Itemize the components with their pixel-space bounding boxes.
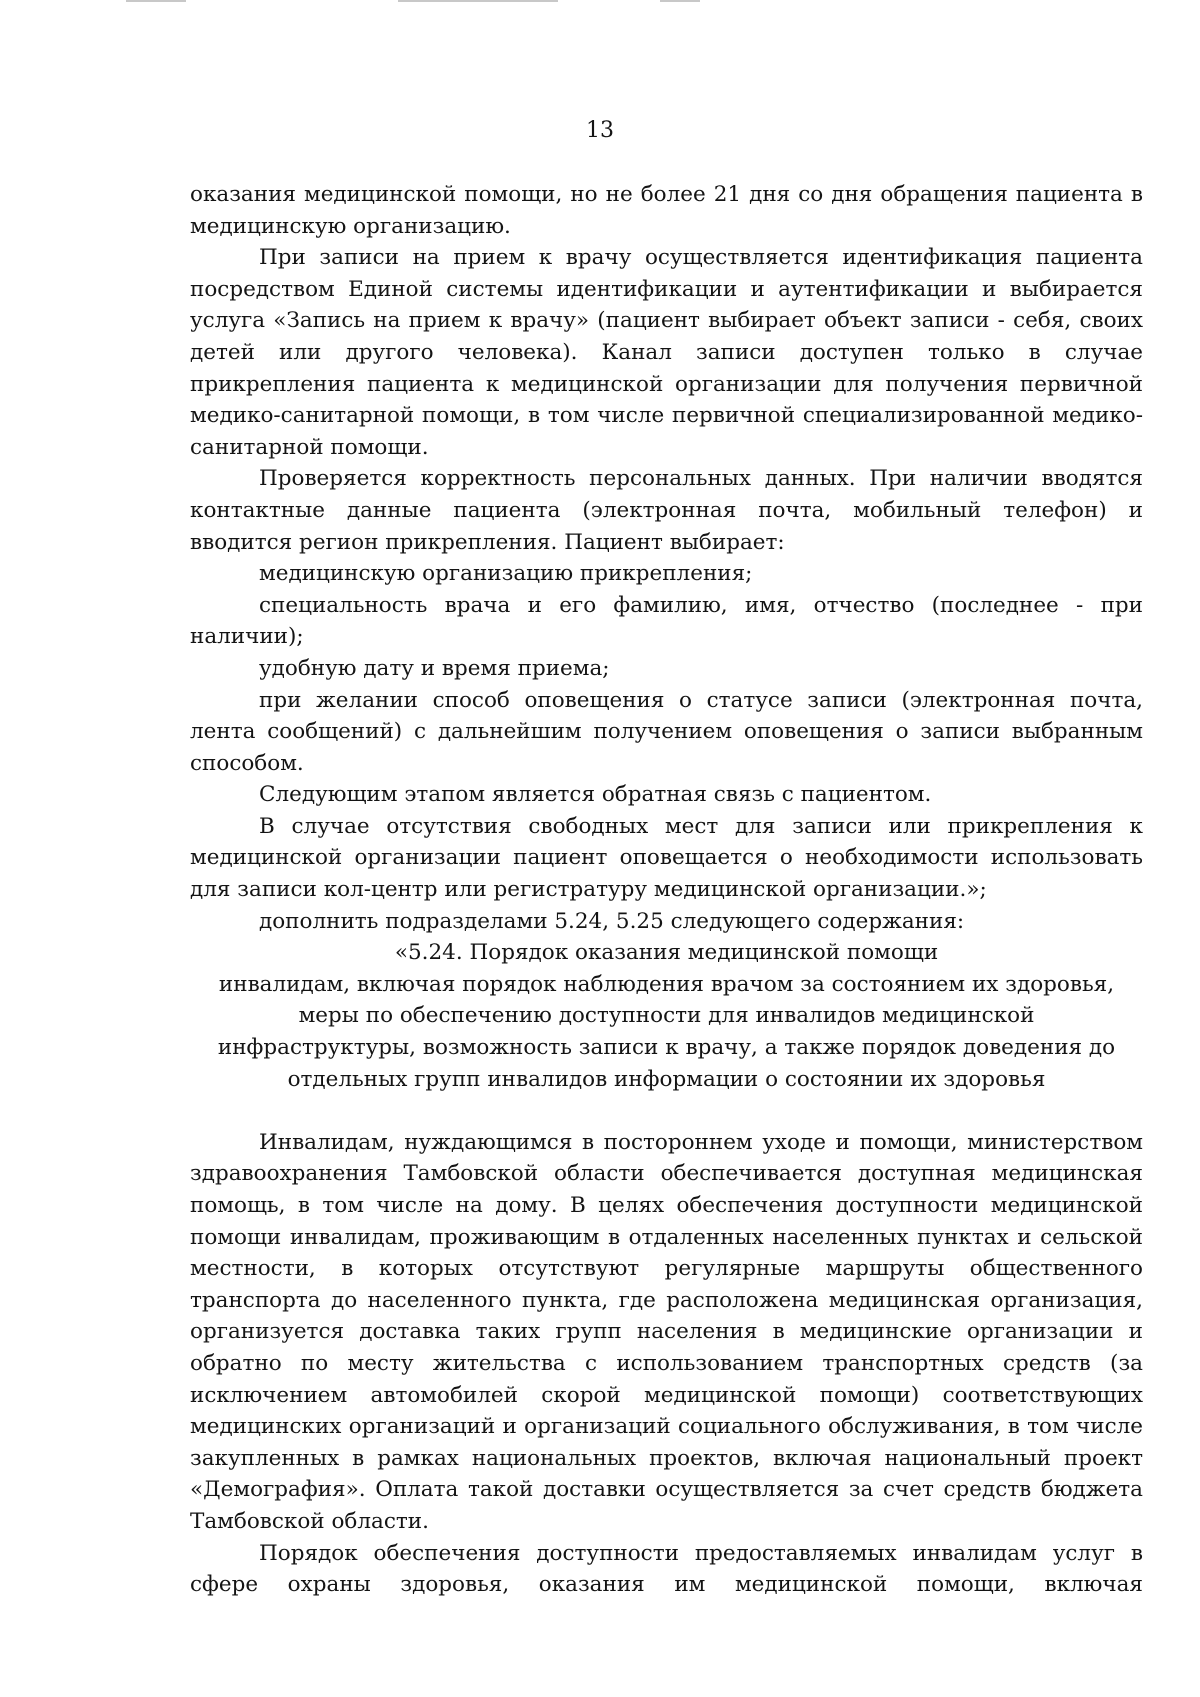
paragraph: В случае отсутствия свободных мест для записи или прикрепления к медицинской организации пациент оповещается о необходимости использовать для записи кол-центр или регистратуру медицинской организации.»; <box>190 813 1143 903</box>
blank-line <box>190 1095 1143 1127</box>
section-heading-line: меры по обеспечению доступности для инвалидов медицинской <box>298 1003 1035 1029</box>
section-heading-line: инфраструктуры, возможность записи к врачу, а также порядок доведения до <box>217 1035 1116 1061</box>
scan-edge-mark <box>398 0 558 2</box>
list-item: специальность врача и его фамилию, имя, отчество (последнее - при наличии); <box>190 592 1143 650</box>
paragraph: оказания медицинской помощи, но не более 21 дня со дня обращения пациента в медицинскую организацию. <box>190 182 1143 239</box>
paragraph: Порядок обеспечения доступности предоставляемых инвалидам услуг в сфере охраны здоровья, оказания им медицинской помощи, включая <box>190 1540 1143 1598</box>
section-heading-line: «5.24. Порядок оказания медицинской помощи <box>394 940 939 966</box>
list-item: при желании способ оповещения о статусе записи (электронная почта, лента сообщений) с дальнейшим получением оповещения о записи выбранным способом. <box>190 687 1143 776</box>
paragraph: дополнить подразделами 5.24, 5.25 следующего содержания: <box>259 908 965 934</box>
section-heading <box>190 937 1143 1095</box>
list-item: удобную дату и время приема; <box>259 655 610 681</box>
section-heading-line: отдельных групп инвалидов информации о состоянии их здоровья <box>287 1066 1046 1092</box>
list-item: медицинскую организацию прикрепления; <box>259 561 753 587</box>
document-body <box>190 179 1143 1601</box>
paragraph: При записи на прием к врачу осуществляется идентификация пациента посредством Единой системы идентификации и аутентификации и выбирается услуга «Запись на прием к врачу» (пациент выбирает объект записи - себя, своих детей или другого человека). Канал записи доступен только в случае прикрепления пациента к медицинской организации для получения первичной медико-санитарной помощи, в том числе первичной специализированной медико-санитарной помощи. <box>190 245 1143 460</box>
paragraph: Инвалидам, нуждающимся в постороннем уходе и помощи, министерством здравоохранения Тамбовской области обеспечивается доступная медицинская помощь, в том числе на дому. В целях обеспечения доступности медицинской помощи инвалидам, проживающим в отдаленных населенных пунктах и сельской местности, в которых отсутствуют регулярные маршруты общественного транспорта до населенного пункта, где расположена медицинская организация, организуется доставка таких групп населения в медицинские организации и обратно по месту жительства с использованием транспортных средств (за исключением автомобилей скорой медицинской помощи) соответствующих медицинских организаций и организаций социального обслуживания, в том числе закупленных в рамках национальных проектов, включая национальный проект «Демография». Оплата такой доставки осуществляется за счет средств бюджета Тамбовской области. <box>190 1129 1143 1534</box>
paragraph: Проверяется корректность персональных данных. При наличии вводятся контактные данные пациента (электронная почта, мобильный телефон) и вводится регион прикрепления. Пациент выбирает: <box>190 466 1143 555</box>
scan-edge-mark <box>126 0 186 2</box>
scan-edge-mark <box>660 0 700 2</box>
section-heading-line: инвалидам, включая порядок наблюдения врачом за состоянием их здоровья, <box>218 971 1115 997</box>
paragraph: Следующим этапом является обратная связь с пациентом. <box>259 782 932 808</box>
page-number: 13 <box>586 118 614 143</box>
